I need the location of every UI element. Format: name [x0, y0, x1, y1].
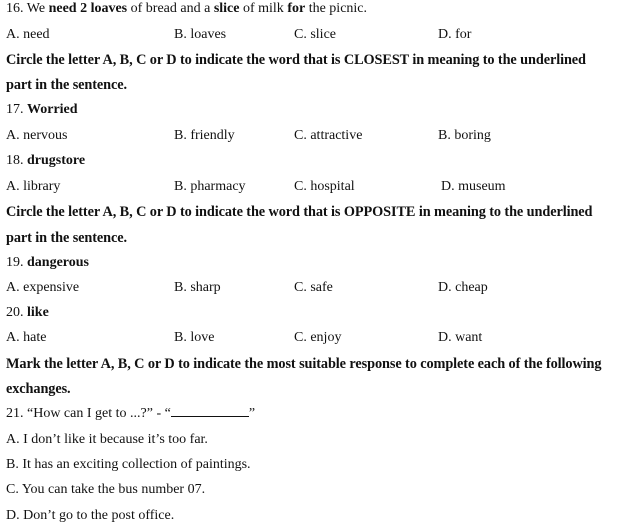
q20-word: like [27, 305, 49, 320]
instruction-closest-line1: Circle the letter A, B, C or D to indicate the word that is CLOSEST in meaning to the underlined [6, 52, 586, 68]
q19-option-a[interactable]: A. expensive [6, 280, 80, 295]
q18-option-c[interactable]: C. hospital [294, 179, 355, 194]
q21-option-a[interactable]: A. I don’t like it because it’s too far. [6, 432, 208, 447]
q16-option-a[interactable]: A. need [6, 27, 50, 42]
q16-sentence: 16. We need 2 loaves of bread and a slice of milk for the picnic. [6, 1, 368, 16]
question-number: 16. [6, 1, 24, 16]
q17-option-d[interactable]: B. boring [438, 128, 491, 143]
q16-option-b[interactable]: B. loaves [174, 27, 227, 42]
q19-option-c[interactable]: C. safe [294, 280, 333, 295]
q19-word: dangerous [27, 255, 89, 270]
q20-option-d[interactable]: D. want [438, 330, 483, 345]
instruction-response-line1: Mark the letter A, B, C or D to indicate the most suitable response to complete each of the following [6, 356, 602, 372]
q21-prompt: 21. “How can I get to ...?” - “ ” [6, 406, 256, 421]
instruction-opposite-line1: Circle the letter A, B, C or D to indicate the word that is OPPOSITE in meaning to the underlined [6, 204, 593, 220]
q18-option-d[interactable]: D. museum [441, 179, 506, 194]
q18-option-a[interactable]: A. library [6, 179, 61, 194]
instruction-closest-line2: part in the sentence. [6, 77, 127, 93]
q17-word: Worried [27, 102, 78, 117]
q19-option-d[interactable]: D. cheap [438, 280, 488, 295]
q18-prompt: 18. drugstore [6, 153, 86, 168]
q16-option-d[interactable]: D. for [438, 27, 472, 42]
q17-prompt: 17. Worried [6, 102, 78, 117]
q16-option-c[interactable]: C. slice [294, 27, 336, 42]
q20-option-c[interactable]: C. enjoy [294, 330, 342, 345]
answer-blank[interactable] [171, 406, 249, 417]
q21-option-d[interactable]: D. Don’t go to the post office. [6, 508, 175, 523]
q21-option-c[interactable]: C. You can take the bus number 07. [6, 482, 206, 497]
instruction-response-line2: exchanges. [6, 381, 71, 397]
q18-word: drugstore [27, 153, 86, 168]
q20-option-a[interactable]: A. hate [6, 330, 47, 345]
q19-option-b[interactable]: B. sharp [174, 280, 221, 295]
q18-option-b[interactable]: B. pharmacy [174, 179, 246, 194]
q21-option-b[interactable]: B. It has an exciting collection of paintings. [6, 457, 251, 472]
q20-option-b[interactable]: B. love [174, 330, 215, 345]
q19-prompt: 19. dangerous [6, 255, 89, 270]
q17-option-a[interactable]: A. nervous [6, 128, 68, 143]
q20-prompt: 20. like [6, 305, 49, 320]
q17-option-b[interactable]: B. friendly [174, 128, 235, 143]
q17-option-c[interactable]: C. attractive [294, 128, 363, 143]
instruction-opposite-line2: part in the sentence. [6, 230, 127, 246]
